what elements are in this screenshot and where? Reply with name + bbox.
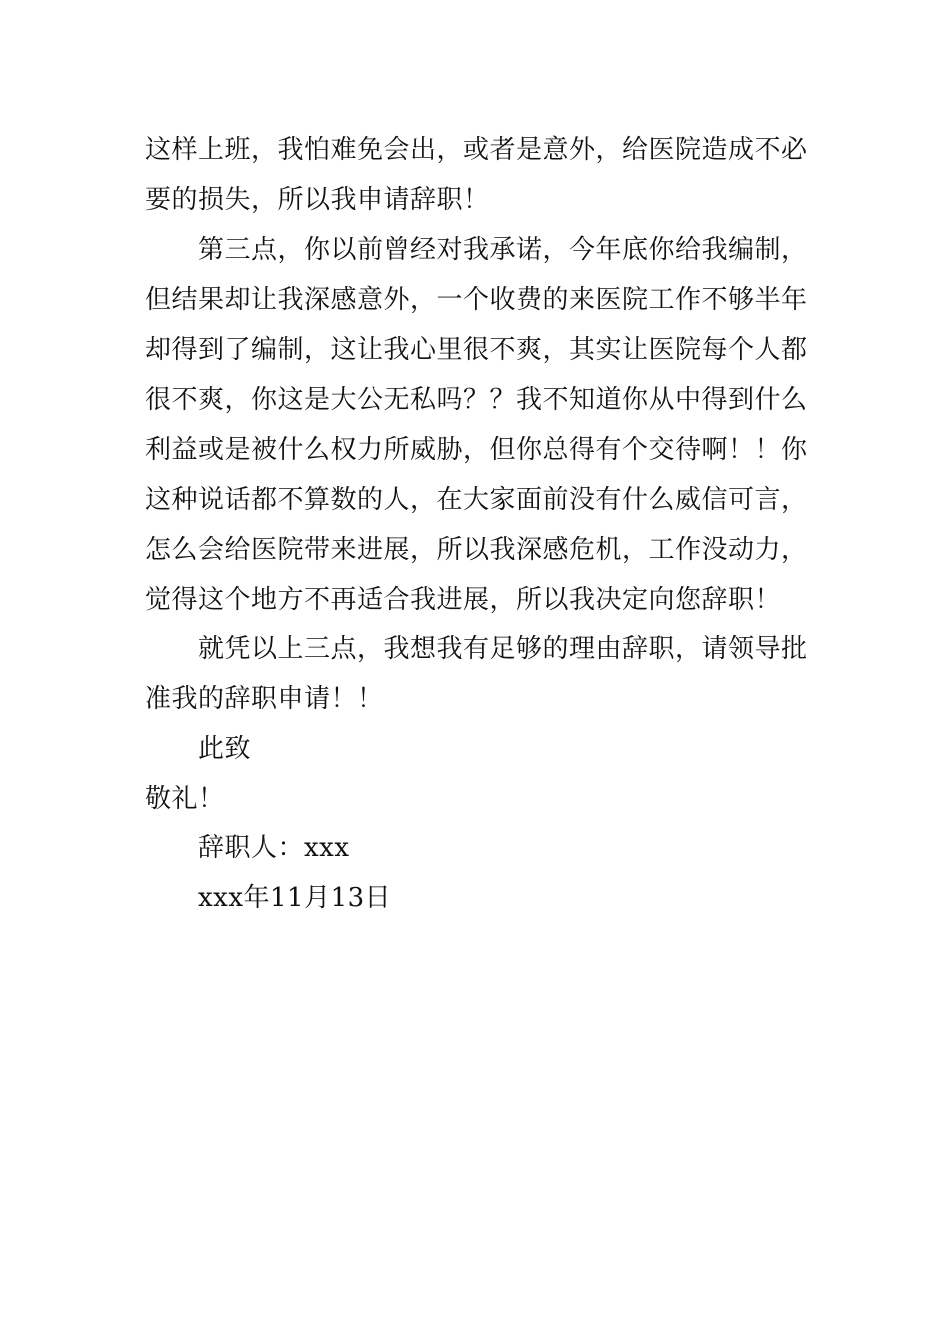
signer-line: 辞职人：xxx	[198, 833, 350, 863]
date-line: xxx年11月13日	[198, 883, 392, 913]
paragraph-2-line-2: 但结果却让我深感意外，一个收费的来医院工作不够半年	[145, 285, 808, 315]
paragraph-3-line-1: 就凭以上三点，我想我有足够的理由辞职，请领导批	[198, 634, 808, 664]
paragraph-1-line-1: 这样上班，我怕难免会出，或者是意外，给医院造成不必	[145, 135, 808, 165]
paragraph-2-line-5: 利益或是被什么权力所威胁，但你总得有个交待啊！！你	[145, 435, 808, 465]
closing-salutation: 此致	[198, 734, 252, 764]
paragraph-2-line-7: 怎么会给医院带来进展，所以我深感危机，工作没动力，	[145, 535, 808, 565]
paragraph-3-line-2: 准我的辞职申请！！	[145, 684, 384, 714]
paragraph-2-line-1: 第三点，你以前曾经对我承诺，今年底你给我编制，	[198, 235, 808, 265]
paragraph-2-line-6: 这种说话都不算数的人，在大家面前没有什么威信可言，	[145, 485, 808, 515]
paragraph-1-line-2: 要的损失，所以我申请辞职！	[145, 185, 490, 215]
paragraph-2-line-4: 很不爽，你这是大公无私吗？？我不知道你从中得到什么	[145, 385, 808, 415]
paragraph-2-line-8: 觉得这个地方不再适合我进展，所以我决定向您辞职！	[145, 585, 782, 615]
closing-regards: 敬礼！	[145, 784, 225, 814]
paragraph-2-line-3: 却得到了编制，这让我心里很不爽，其实让医院每个人都	[145, 335, 808, 365]
